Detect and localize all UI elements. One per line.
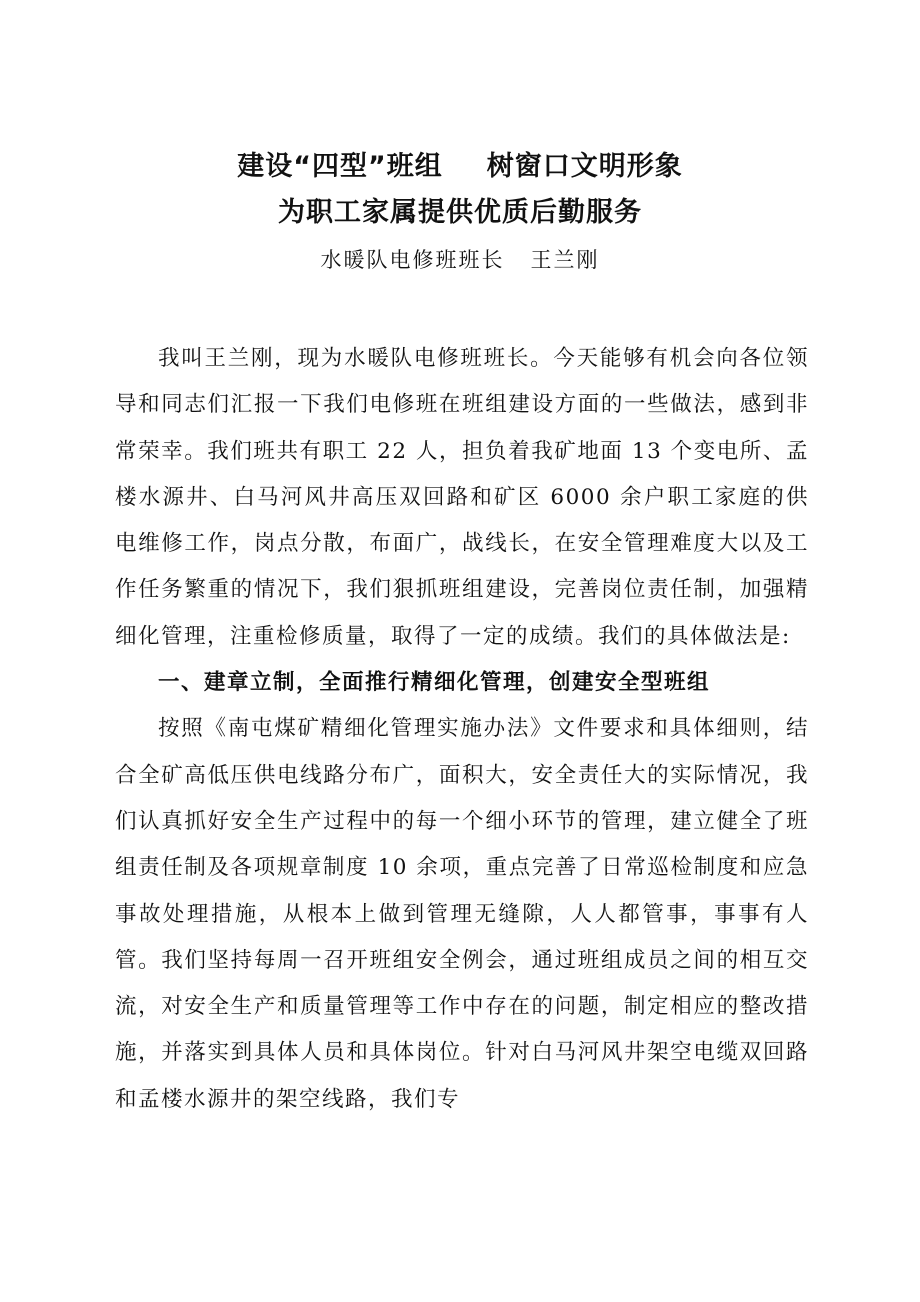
author-role: 水暖队电修班班长 (320, 248, 505, 272)
author-byline (0, 245, 920, 275)
document-title-line-1 (0, 150, 920, 184)
document-body (115, 336, 809, 1123)
intro-paragraph: 我叫王兰刚，现为水暖队电修班班长。今天能够有机会向各位领导和同志们汇报一下我们电修班在班组建设方面的一些做法，感到非常荣幸。我们班共有职工 22 人，担负着我矿地面 13 个变电所、孟楼水源井、白马河风井高压双回路和矿区 6000 余户职工家庭的供电维修工作，岗点分散，布面广，战线长，在安全管理难度大以及工作任务繁重的情况下，我们狠抓班组建设，完善岗位责任制，加强精细化管理，注重检修质量，取得了一定的成绩。我们的具体做法是: (115, 346, 809, 649)
section-heading: 一、建章立制，全面推行精细化管理，创建安全型班组 (158, 670, 711, 696)
author-name: 王兰刚 (530, 248, 600, 272)
section-paragraph: 按照《南屯煤矿精细化管理实施办法》文件要求和具体细则，结合全矿高低压供电线路分布广，面积大，安全责任大的实际情况，我们认真抓好安全生产过程中的每一个细小环节的管理，建立健全了班组责任制及各项规章制度 10 余项，重点完善了日常巡检制度和应急事故处理措施，从根本上做到管理无缝隙，人人都管事，事事有人管。我们坚持每周一召开班组安全例会，通过班组成员之间的相互交流，对安全生产和质量管理等工作中存在的问题，制定相应的整改措施，并落实到具体人员和具体岗位。针对白马河风井架空电缆双回路和孟楼水源井的架空线路，我们专 (115, 716, 809, 1112)
document-title-line-2: 为职工家属提供优质后勤服务 (278, 197, 642, 228)
title-part-2: 树窗口文明形象 (486, 151, 683, 182)
title-part-1: 建设“四型”班组 (237, 151, 443, 182)
